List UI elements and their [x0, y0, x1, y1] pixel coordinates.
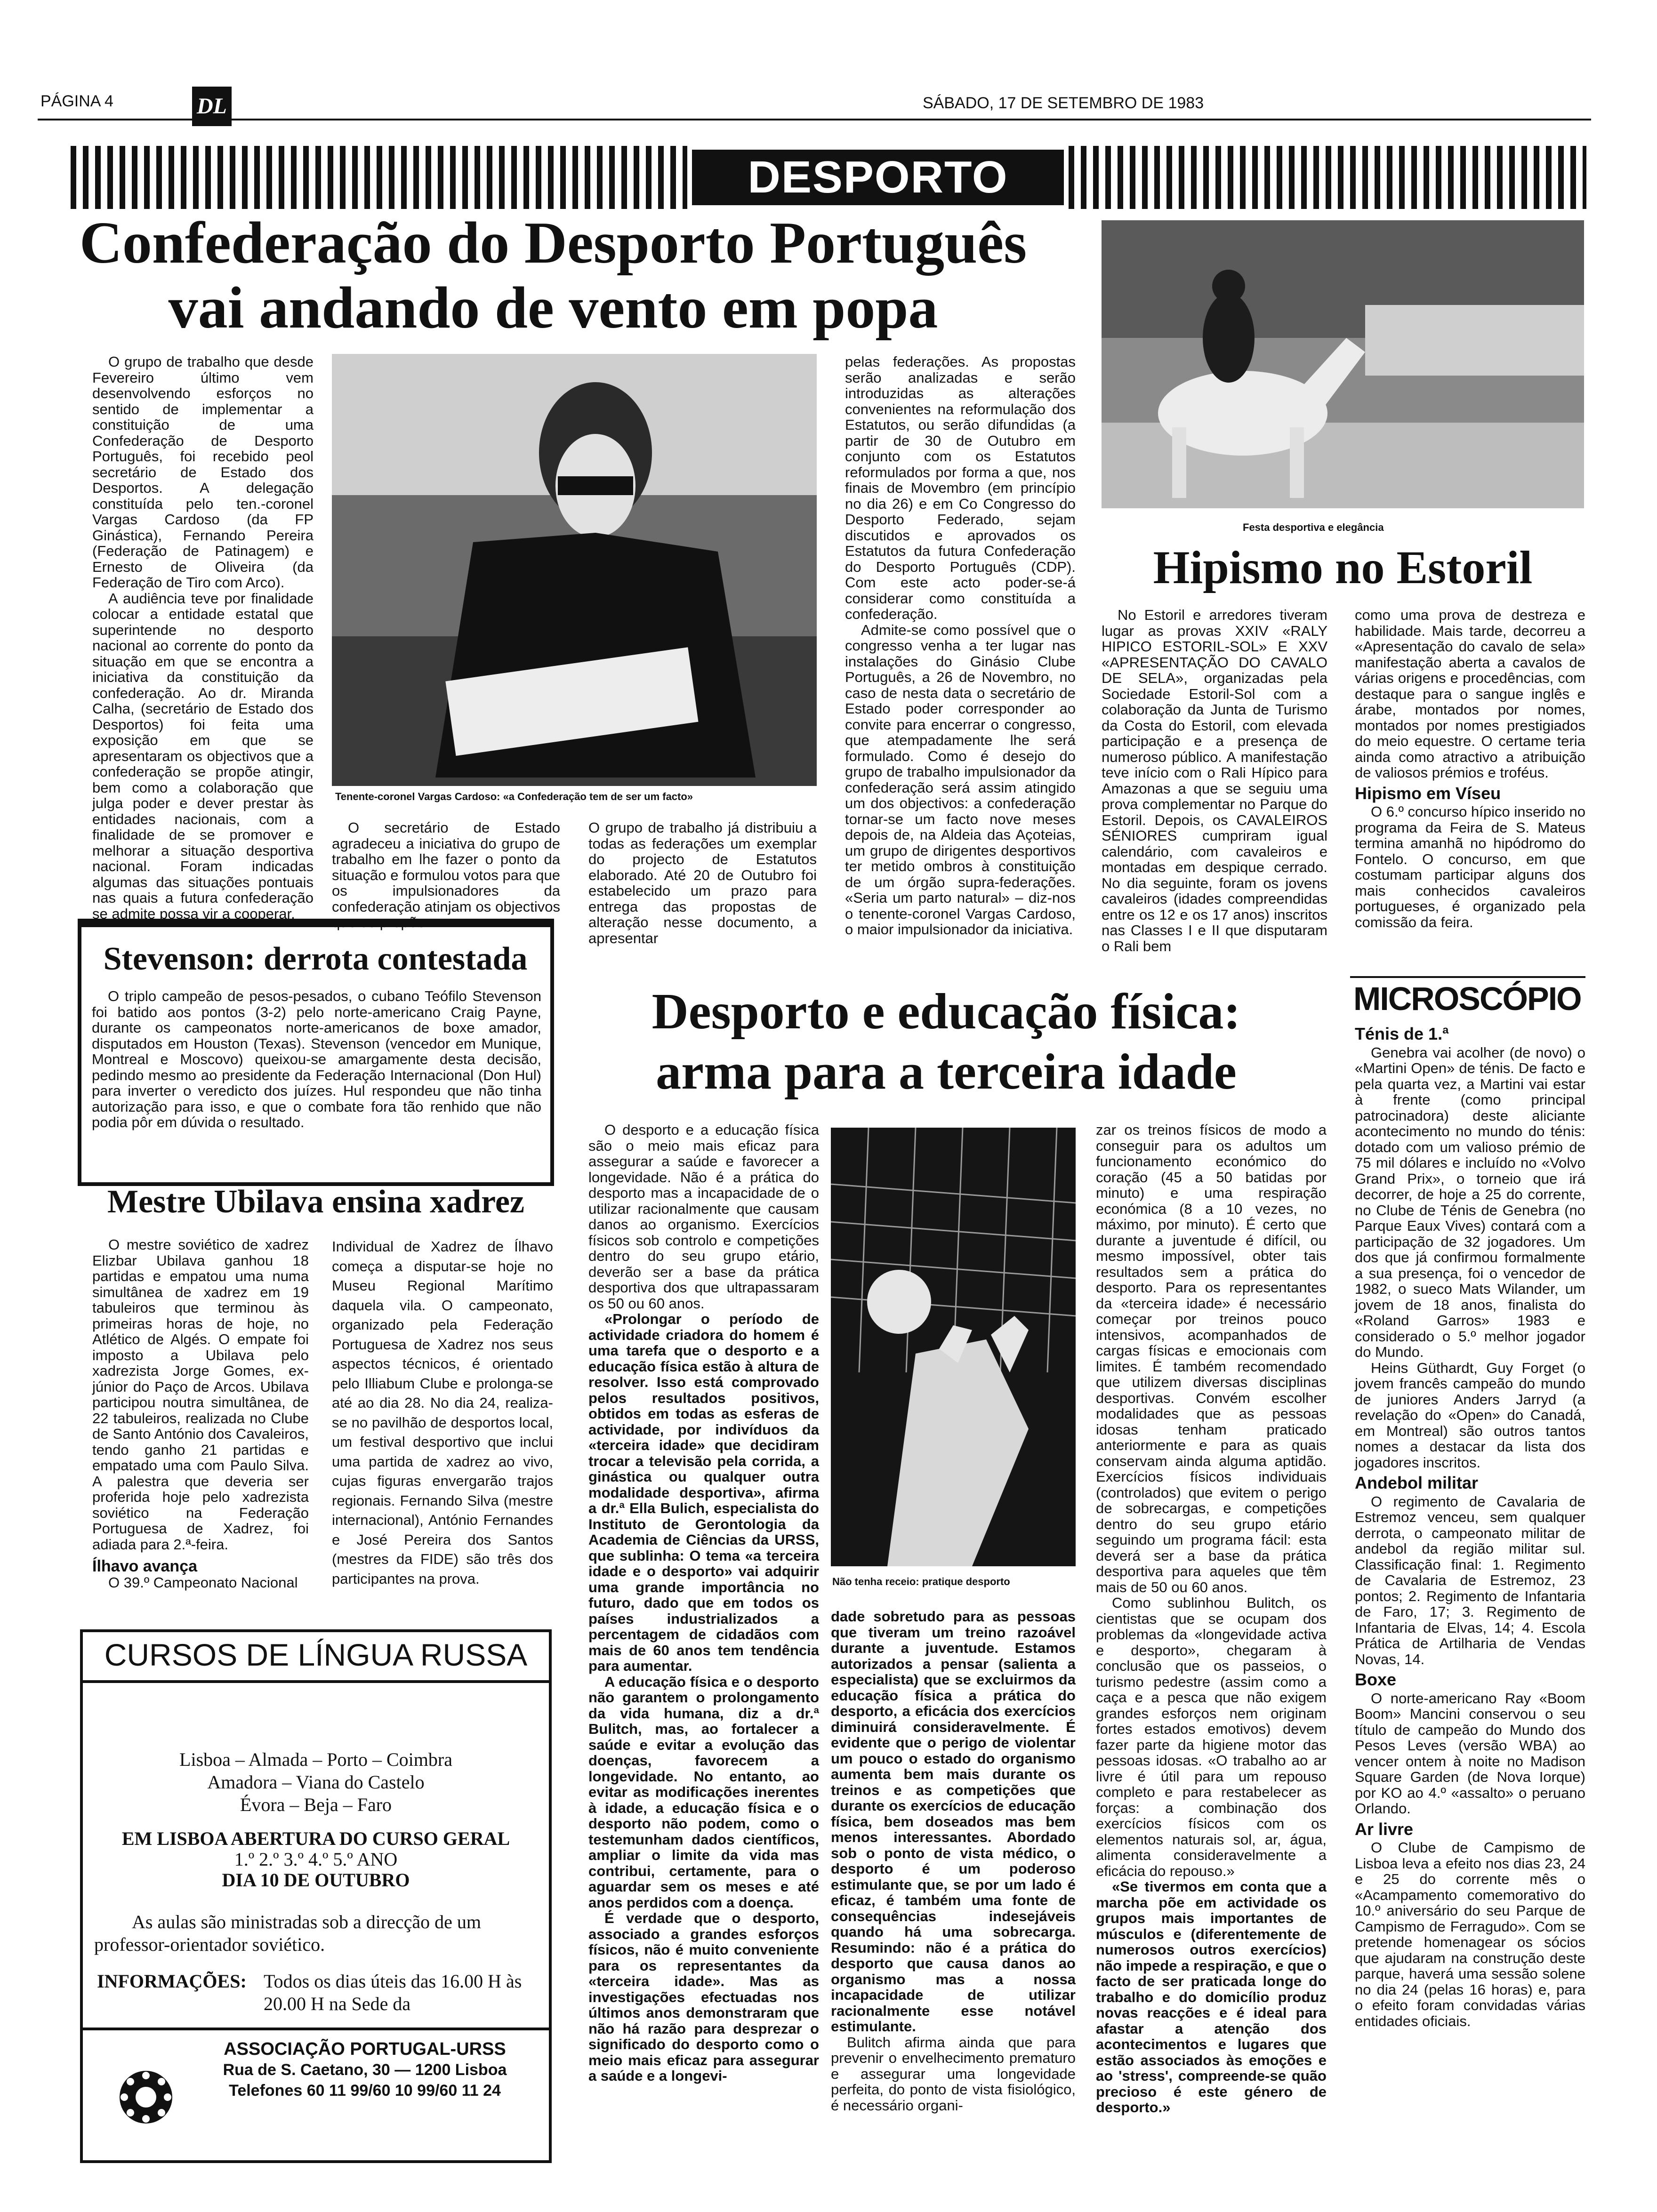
subheading: Ílhavo avança — [92, 1557, 198, 1575]
microscopio-column — [1355, 1024, 1585, 2029]
article-body — [92, 988, 541, 1130]
association-emblem-icon — [118, 2069, 174, 2125]
article-headline: Hipismo no Estoril — [1153, 541, 1533, 593]
ad-divider — [80, 1680, 552, 1683]
ad-course-info — [80, 1828, 552, 1891]
paragraph: Genebra vai acolher (de novo) o «Martini Open» de ténis. De facto e pela quarta vez, a Martini vai estar à frente (como principal patrocinadora) deste aliciante acontecimento no mundo do ténis: dotado com um valioso prémio de 75 mil dólares e incluído no «Volvo Grand Prix», o torneio que irá decorrer, de hoje a 25 do corrente, no Clube de Ténis de Genebra (no Parque Eaux Vives) contará com a participação de 32 jogadores. Um dos que já confirmou formalmente a sua presença, foi o vencedor de 1982, o sueco Mats Wilander, um jovem de 18 anos, finalista do «Roland Garros» 1983 e considerado o 5.º melhor jogador do Mundo. — [1355, 1044, 1585, 1360]
paragraph: O norte-americano Ray «Boom Boom» Mancini conservou o seu título de campeão do Mundo dos Pesos Leves (versão WBA) ao vencer ontem à noite no Madison Square Garden (de Nova Iorque) por KO ao 4.º «assalto» o peruano Orlando. — [1355, 1690, 1585, 1817]
paragraph: O regimento de Cavalaria de Estremoz venceu, sem qualquer derrota, o campeonato militar de andebol da região militar sul. Classificação final: 1. Regimento de Cavalaria de Estremoz, 23 pontos; 2. Regimento de Infantaria de Faro, 17; 3. Regimento de Infantaria de Elvas, 14; 4. Escola Prática de Artilharia de Vendas Novas, 14. — [1355, 1493, 1585, 1667]
ad-note: As aulas são ministradas sob a direcção de um professor-orientador soviético. — [94, 1911, 482, 1955]
paragraph: O Clube de Campismo de Lisboa leva a efeito nos dias 23, 24 e 25 do corrente mês o «Acampamento comemorativo do 10.º aniversário do seu Parque de Campismo de Ferragudo». Com se pretende homenagear os sócios que ajudaram na construção deste parque, haverá uma sessão solene no dia 24 (pelas 16 horas) e, para o efeito foram convidadas várias entidades oficiais. — [1355, 1839, 1585, 2029]
paragraph: como uma prova de destreza e habilidade. Mais tarde, decorreu a «Apresentação do cavalo de sela» manifestação aberta a cavalos de várias origens e procedências, com destaque para o sangue inglês e árabe, montados por nomes, montados por nomes prestigiados do meio equestre. O certame teria ainda como atractivo a atribuição de valiosos prémios e troféus. — [1355, 607, 1585, 781]
paragraph: O grupo de trabalho já distribuiu a todas as federações um exemplar do projecto de Estatutos elaborado. Até 20 de Outubro foi estabelecido um prazo para entrega das propostas de alteração nesse documento, a apresentar — [588, 819, 817, 946]
article-column — [332, 1237, 553, 1588]
article-headline: Mestre Ubilava ensina xadrez — [107, 1184, 524, 1220]
subheading: Hipismo em Víseu — [1355, 783, 1501, 803]
photo-caption: Não tenha receio: pratique desporto — [832, 1576, 1010, 1587]
newspaper-logo: DL — [192, 87, 232, 126]
subheading: Andebol militar — [1355, 1473, 1479, 1492]
ad-title: CURSOS DE LÍNGUA RUSSA — [104, 1637, 528, 1672]
paragraph: Como sublinhou Bulitch, os cientistas que se ocupam dos problemas da «longevidade activa e desporto», chegaram à conclusão que os passeios, o turismo pedestre (assim como a caça e a pesca que não exigem grandes esforços nem originam fortes estados emotivos) devem fazer parte da higiene motor das pessoas idosas. «O trabalho ao ar livre é útil para um repouso completo e para restabelecer as forças: a combinação dos exercícios físicos com os elementos naturais sol, ar, água, alimenta consideravelmente a eficácia do repouso.» — [1096, 1595, 1327, 1879]
paragraph: pelas federações. As propostas serão analizadas e serão introduzidas as alterações convenientes na reformulação dos Estatutos, ou serão difundidas (a partir de 30 de Outubro em conjunto com os Estatutos reformulados por forma a que, nos finais de Movembro (em princípio no dia 26) e em Co Congresso do Desporto Federado, sejam discutidos e aprovados os Estatutos da futura Confederação do Desporto Português (CDP). Com este acto poder-se-á considerar como constituída a confederação. — [845, 353, 1076, 622]
ad-divider — [80, 2028, 552, 2030]
photo-illustration — [332, 354, 817, 786]
paragraph: Individual de Xadrez de Ílhavo começa a disputar-se hoje no Museu Regional Marítimo daquela vila. O campeonato, organizado pela Federação Portuguesa de Xadrez nos seus aspectos técnicos, é orientado pelo Illiabum Clube e prolonga-se até ao dia 28. No dia 24, realiza-se no pavilhão de desportos local, um festival desportivo que inclui uma partida de xadrez ao vivo, cujas figuras envergarão trajos regionais. Fernando Silva (mestre internacional), António Fernandes e José Pereira dos Santos (mestres da FIDE) são três dos participantes na prova. — [332, 1238, 553, 1587]
ad-cities-line: Lisboa – Almada – Porto – Coimbra — [179, 1749, 452, 1770]
paragraph: «Prolongar o período de actividade criadora do homem é uma tarefa que o desporto e a educação física estão à altura de resolver. Isso está comprovado pelos resultados positivos, obtidos em todas as esferas de actividade, por indivíduos da «terceira idade» que decidiram trocar a televisão pela corrida, a ginástica ou qualquer outra modalidade desportiva», afirma a dr.ª Ella Bulich, especialista do Instituto de Gerontologia da Academia de Ciências da URSS, que sublinha: O tema «a terceira idade e o desporto» vai adquirir uma grande importância no futuro, dado que em todos os países industrializados a percentagem de cidadãos com mais de 60 anos tem tendência para aumentar. — [588, 1311, 819, 1674]
paragraph: Heins Güthardt, Guy Forget (o jovem francês campeão do mundo de juniores Anders Jarryd (a revelação do «Open» do Canadá, em Montreal) são outros tantos nomes a destacar da lista dos jogadores inscritos. — [1355, 1359, 1585, 1471]
ad-org-info — [193, 2039, 537, 2101]
article-headline: Stevenson: derrota contestada — [103, 941, 528, 977]
page-date: SÁBADO, 17 DE SETEMBRO DE 1983 — [923, 94, 1204, 112]
paragraph: O desporto e a educação física são o meio mais eficaz para assegurar a saúde e favorecer a longevidade. Não é a prática do desporto mas a incapacidade de o utilizar racionalmente que causam danos ao organismo. Exercícios físicos sob controlo e competições dentro do seu grupo etário, deverão ser a base da prática desportiva dos que ultrapassaram os 50 ou 60 anos. — [588, 1122, 819, 1312]
ad-cities-line: Amadora – Viana do Castelo — [207, 1771, 425, 1793]
section-banner-stripes-right — [1069, 146, 1586, 209]
section-banner-stripes-left — [71, 146, 687, 209]
microscopio-title: MICROSCÓPIO — [1353, 980, 1581, 1017]
ad-date: DIA 10 DE OUTUBRO — [222, 1869, 410, 1891]
headline-line-2: vai andando de vento em popa — [168, 275, 938, 341]
article-column — [92, 1237, 309, 1590]
paragraph: Admite-se como possível que o congresso venha a ter lugar nas instalações do Ginásio Clube Português, a 26 de Novembro, no caso de nesta data o secretário de Estado poder corresponder ao convite para encerrar o congresso, que atempadamente lhe será formulado. Como é desejo do grupo de trabalho impulsionador da confederação será assim atingido um dos objectivos: a confederação tornar-se um facto nove meses depois de, na Aldeia das Açoteias, um grupo de dirigentes desportivos ter metido ombros à constituição de um órgão supra-federações. «Seria um parto natural» – diz-nos o tenente-coronel Vargas Cardoso, o maior impulsionador da iniciativa. — [845, 621, 1076, 938]
article-column — [1102, 607, 1327, 954]
paragraph: O 6.º concurso hípico inserido no programa da Feira de S. Mateus termina amanhã no hipódromo do Fontelo. O concurso, em que costumam participar alguns dos mais conhecidos cavaleiros portugueses, é organizado pela comissão da feira. — [1355, 803, 1585, 930]
headline-line-1: Confederação do Desporto Português — [79, 210, 1027, 276]
ad-cities — [80, 1748, 552, 1816]
photo-illustration — [1102, 220, 1584, 508]
section-title: DESPORTO — [692, 150, 1064, 205]
paragraph: A educação física e o desporto não garantem o prolongamento da vida humana, diz a dr.ª Bulitch, mas, ao fortalecer a saúde e evitar a evolução das doenças, favorecem a longevidade. No entanto, ao evitar as modificações inerentes à idade, a educação física e o desporto não podem, como o testemunham dados científicos, ampliar o limite da vida mas contribui, certamente, para o aguardar sem os meses e até anos perdidos com a doença. — [588, 1673, 819, 1911]
paragraph: O mestre soviético de xadrez Elizbar Ubilava ganhou 18 partidas e empatou uma numa simultânea de xadrez em 19 tabuleiros que terminou às primeiras horas de hoje, no Atlético de Algés. O empate foi imposto a Ubilava pelo xadrezista Jorge Gomes, ex-júnior do Paço de Arcos. Ubilava participou noutra simultânea, de 22 tabuleiros, realizada no Clube de Santo António dos Cavaleiros, tendo ganho 21 partidas e empatado uma com Paulo Silva. A palestra que deveria ser proferida hoje pelo xadrezista soviético na Federação Portuguesa de Xadrez, foi adiada para 2.ª-feira. — [92, 1236, 309, 1553]
photo-horse-rider — [1102, 220, 1584, 508]
column-rule — [1350, 976, 1585, 978]
ad-org-name: ASSOCIAÇÃO PORTUGAL-URSS — [224, 2039, 506, 2059]
paragraph: «Se tivermos em conta que a marcha põe em actividade os grupos mais importantes de músculos e (diferentemente de numerosos outros exercícios) não impede a respiração, e que o facto de ser praticada longe do trabalho e do domicílio produz novas reacções e é ideal para afastar a atenção dos acontecimentos e lugares que estão associados às emoções e ao 'stress', compreende-se quão precioso é este género de desporto.» — [1096, 1878, 1327, 2116]
article-column — [92, 354, 314, 922]
headline-line-2: arma para a terceira idade — [656, 1044, 1237, 1100]
ad-org-address: Rua de S. Caetano, 30 — 1200 Lisboa — [223, 2061, 507, 2079]
subheading: Ar livre — [1355, 1819, 1414, 1839]
article-column — [332, 820, 560, 930]
article-column — [831, 1609, 1076, 2113]
ad-info-label: INFORMAÇÕES: — [97, 1971, 247, 1992]
ad-cities-line: Évora – Beja – Faro — [240, 1794, 392, 1815]
paragraph: O triplo campeão de pesos-pesados, o cubano Teófilo Stevenson foi batido aos pontos (3-2) pelo norte-americano Craig Payne, durante os campeonatos norte-americanos de boxe amador, disputados em Houston (Texas). Stevenson (vencedor em Munique, Montreal e Moscovo) queixou-se amargamente desta decisão, pedindo mesmo ao presidente da Federação Internacional (Don Hul) para inverter o veredicto dos juízes. Hul respondeu que não tinha autorização para isso, e que o combate fora tão renhido que não podia pôr em dúvida o resultado. — [92, 988, 541, 1130]
photo-volleyball — [831, 1128, 1076, 1566]
ad-info-text: Todos os dias úteis das 16.00 H às 20.00 H na Sede da — [264, 1971, 522, 2014]
article-column — [588, 1122, 819, 2084]
subheading: Ténis de 1.ª — [1355, 1024, 1449, 1043]
photo-illustration — [831, 1128, 1076, 1566]
paragraph: O secretário de Estado agradeceu a iniciativa do grupo de trabalho em lhe fazer o ponto da situação e formulou votos para que os impulsionadores da confederação atinjam os objectivos que se propõem. — [332, 819, 560, 930]
paragraph: Bulitch afirma ainda que para prevenir o envelhecimento prematuro e assegurar uma longevidade perfeita, do ponto de vista fisiológico, é necessário organi- — [831, 2034, 1076, 2114]
article-headline — [42, 211, 1064, 341]
paragraph: No Estoril e arredores tiveram lugar as provas XXIV «RALY HIPICO ESTORIL-SOL» E XXV «APRESENTAÇÃO DO CAVALO DE SELA», organizadas pela Sociedade Estoril-Sol com a colaboração da Junta de Turismo da Costa do Estoril, com elevada participação e a presença de numeroso público. A manifestação teve início com o Rali Hípico para Amazonas a que se seguiu uma prova complementar no Parque do Estoril. Depois, os CAVALEIROS SÉNIORES cumpriram igual calendário, com cavaleiros e montadas em despique cerrado. No dia seguinte, foram os jovens cavaleiros (idades compreendidas entre os 12 e os 17 anos) inscritos nas Classes I e II que disputaram o Rali bem — [1102, 607, 1327, 954]
article-column — [1096, 1122, 1327, 2116]
photo-caption: Festa desportiva e elegância — [1243, 521, 1384, 533]
paragraph: É verdade que o desporto, associado a grandes esforços físicos, não é muito conveniente para os representantes da «terceira idade». Mas as investigações efectuadas nos últimos anos demonstraram que não há razão para desprezar o significado do desporto como o meio mais eficaz para assegurar a saúde e a longevi- — [588, 1910, 819, 2084]
photo-caption: Tenente-coronel Vargas Cardoso: «a Confederação tem de ser um facto» — [335, 791, 693, 802]
paragraph: zar os treinos físicos de modo a conseguir para os adultos um funcionamento económico do coração (45 a 50 batidas por minuto) e uma respiração económica (8 a 10 vezes, no máximo, por minuto). É certo que durante a juventude é difícil, ou mesmo impossível, obter tais resultados sem a prática do desporto. Para os representantes da «terceira idade» é necessário começar por treinos pouco intensivos, acompanhados de cargas físicas e emocionais com limites. É também recomendado que utilizem diversas disciplinas desportivas. Convém escolher modalidades que as pessoas idosas tenham praticado anteriormente e para as quais conservam ainda alguma aptidão. Exercícios físicos individuais (controlados) que evitem o perigo de sobrecargas, e competições dentro do seu grupo etário seguindo um programa fácil: esta deverá ser a base da prática desportiva para aqueles que têm mais de 50 ou 60 anos. — [1096, 1122, 1327, 1595]
article-column — [588, 820, 817, 946]
photo-vargas-cardoso — [332, 354, 817, 786]
ad-course-line: EM LISBOA ABERTURA DO CURSO GERAL — [121, 1828, 510, 1849]
subheading: Boxe — [1355, 1670, 1397, 1689]
ad-org-phones: Telefones 60 11 99/60 10 99/60 11 24 — [229, 2082, 501, 2100]
headline-line-1: Desporto e educação física: — [652, 984, 1241, 1040]
paragraph: dade sobretudo para as pessoas que tiveram um treino razoável durante a juventude. Estamos autorizados a pensar (salienta a especialista) que se excluirmos da educação física a prática do desporto, a eficácia dos exercícios diminuirá consideravelmente. É evidente que o perigo de violentar um pouco o estado do organismo aumenta bem mais durante os treinos e as competições que durante os exercícios de educação física, bem doseados mas bem menos interessantes. Abordado sob o ponto de vista médico, o desporto é um poderoso estimulante que, se por um lado é eficaz, é também uma fonte de consequências indesejáveis quando há uma sobrecarga. Resumindo: não é a prática do desporto que causa danos ao organismo mas a nossa incapacidade de utilizar racionalmente esse notável estimulante. — [831, 1608, 1076, 2035]
paragraph: O grupo de trabalho que desde Fevereiro último vem desenvolvendo esforços no sentido de implementar a constituição de uma Confederação de Desporto Português, foi recebido peol secretário de Estado dos Desportos. A delegação constituída pelo ten.-coronel Vargas Cardoso (da FP Ginástica), Fernando Pereira (Federação de Patinagem) e Ernesto de Oliveira (da Federação de Tiro com Arco). — [92, 353, 314, 591]
article-column — [1355, 607, 1585, 930]
ad-years: 1.º 2.º 3.º 4.º 5.º ANO — [234, 1849, 398, 1870]
page-number: PÁGINA 4 — [40, 92, 113, 110]
paragraph: O 39.º Campeonato Nacional — [108, 1574, 298, 1591]
paragraph: A audiência teve por finalidade colocar a entidade estatal que superintende no desporto nacional ao corrente do ponto da situação em que se encontra a iniciativa da constituição da confederação. Ao dr. Miranda Calha, (secretário de Estado dos Desportos) foi feita uma exposição em que se apresentaram os objectivos que a confederação se propõe atingir, bem como a colaboração que julga poder e dever prestar às entidades nacionais, com a finalidade de se promover e melhorar a situação desportiva nacional. Foram indicadas algumas das situações pontuais nas quais a futura confederação se admite possa vir a cooperar. — [92, 590, 314, 922]
article-headline — [563, 982, 1330, 1102]
masthead-rule — [38, 119, 1591, 120]
article-column — [845, 354, 1076, 938]
